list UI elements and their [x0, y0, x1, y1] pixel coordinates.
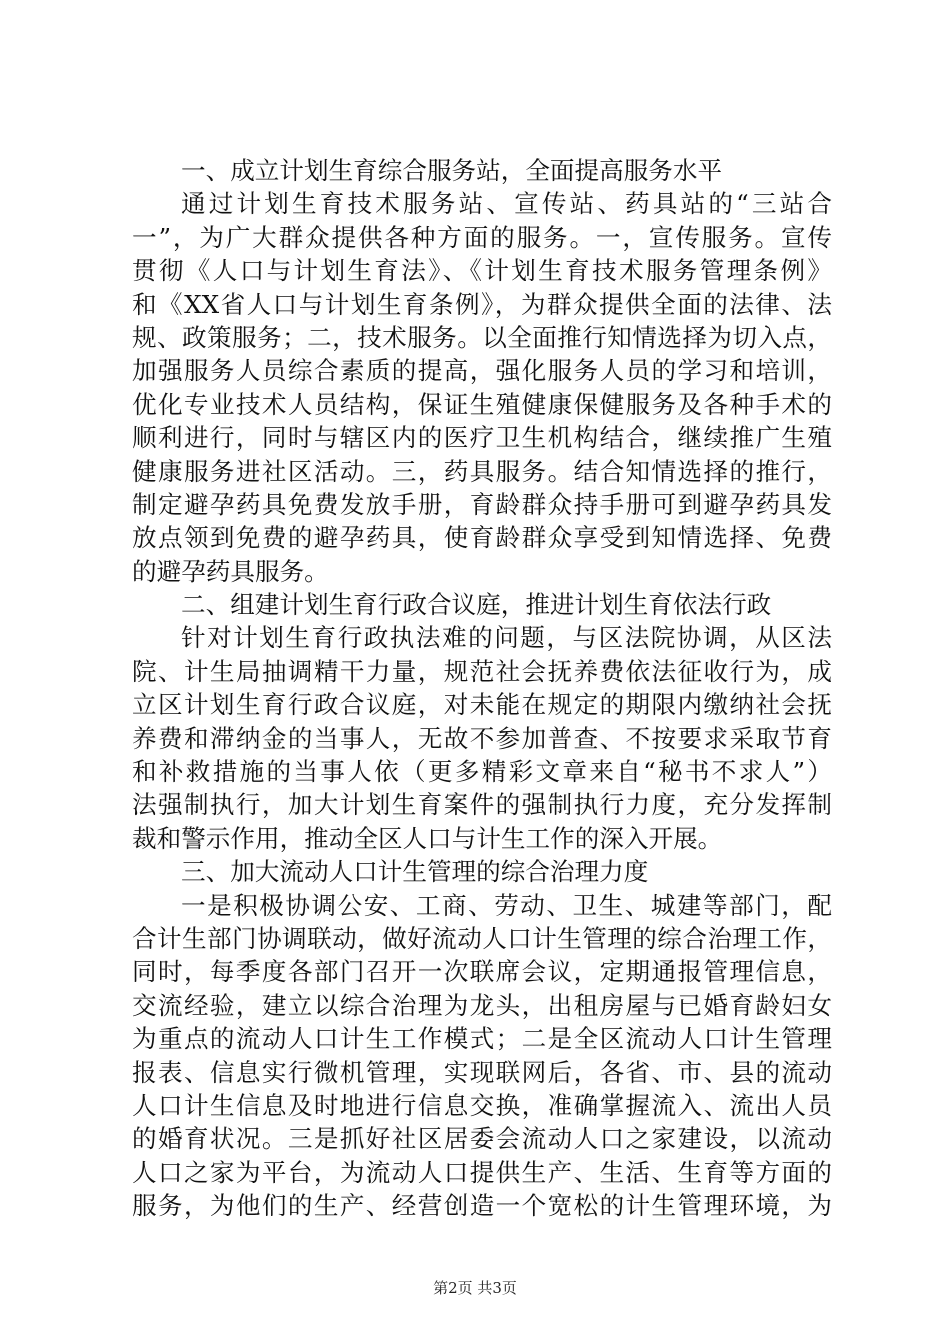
- text-line: 的避孕药具服务。: [132, 556, 329, 586]
- text-line: 通过计划生育技术服务站、宣传站、药具站的“三站合: [181, 189, 832, 219]
- text-line: 报表、信息实行微机管理，实现联网后，各省、市、县的流动: [132, 1057, 832, 1087]
- text-line: 合计生部门协调联动，做好流动人口计生管理的综合治理工作，: [132, 923, 832, 953]
- page-footer: [0, 1278, 950, 1298]
- text-line: 贯彻《人口与计划生育法》、《计划生育技术服务管理条例》: [132, 256, 832, 286]
- text-line: 同时，每季度各部门召开一次联席会议，定期通报管理信息，: [132, 957, 832, 987]
- document-body: [132, 154, 832, 1223]
- page-number: 第2页 共3页: [433, 1279, 517, 1297]
- text-line: 一、成立计划生育综合服务站，全面提高服务水平: [181, 156, 723, 185]
- text-line: 人口计生信息及时地进行信息交换，准确掌握流入、流出人员: [132, 1090, 832, 1120]
- text-line: 顺利进行，同时与辖区内的医疗卫生机构结合，继续推广生殖: [132, 423, 832, 453]
- text-line: 一是积极协调公安、工商、劳动、卫生、城建等部门，配: [181, 890, 832, 920]
- text-line: 养费和滞纳金的当事人，无故不参加普查、不按要求采取节育: [132, 723, 832, 753]
- text-line: 立区计划生育行政合议庭，对未能在规定的期限内缴纳社会抚: [132, 690, 832, 720]
- text-line: 针对计划生育行政执法难的问题，与区法院协调，从区法: [181, 623, 832, 653]
- text-line: 裁和警示作用，推动全区人口与计生工作的深入开展。: [132, 823, 723, 853]
- text-line: 二、组建计划生育行政合议庭，推进计划生育依法行政: [181, 590, 772, 620]
- text-line: 和补救措施的当事人依（更多精彩文章来自“秘书不求人”）: [132, 757, 832, 787]
- text-line: 人口之家为平台，为流动人口提供生产、生活、生育等方面的: [132, 1157, 832, 1187]
- text-line: 交流经验，建立以综合治理为龙头，出租房屋与已婚育龄妇女: [132, 990, 832, 1020]
- text-line: 规、政策服务；二，技术服务。以全面推行知情选择为切入点，: [132, 322, 832, 352]
- text-line: 服务，为他们的生产、经营创造一个宽松的计生管理环境，为: [132, 1191, 832, 1221]
- text-line: 制定避孕药具免费发放手册，育龄群众持手册可到避孕药具发: [132, 489, 832, 519]
- text-line: 一”，为广大群众提供各种方面的服务。一，宣传服务。宣传: [132, 222, 832, 252]
- text-line: 法强制执行，加大计划生育案件的强制执行力度，充分发挥制: [132, 790, 832, 820]
- text-line: 为重点的流动人口计生工作模式；二是全区流动人口计生管理: [132, 1024, 832, 1054]
- text-line: 的婚育状况。三是抓好社区居委会流动人口之家建设，以流动: [132, 1124, 832, 1154]
- text-line: 优化专业技术人员结构，保证生殖健康保健服务及各种手术的: [132, 389, 832, 419]
- text-line: 健康服务进社区活动。三，药具服务。结合知情选择的推行，: [132, 456, 832, 486]
- text-line: 院、计生局抽调精干力量，规范社会抚养费依法征收行为，成: [132, 656, 832, 686]
- text-line: 加强服务人员综合素质的提高，强化服务人员的学习和培训，: [132, 356, 832, 386]
- text-line: 和《XX省人口与计划生育条例》，为群众提供全面的法律、法: [132, 289, 832, 319]
- text-line: 放点领到免费的避孕药具，使育龄群众享受到知情选择、免费: [132, 523, 832, 553]
- text-line: 三、加大流动人口计生管理的综合治理力度: [181, 857, 649, 887]
